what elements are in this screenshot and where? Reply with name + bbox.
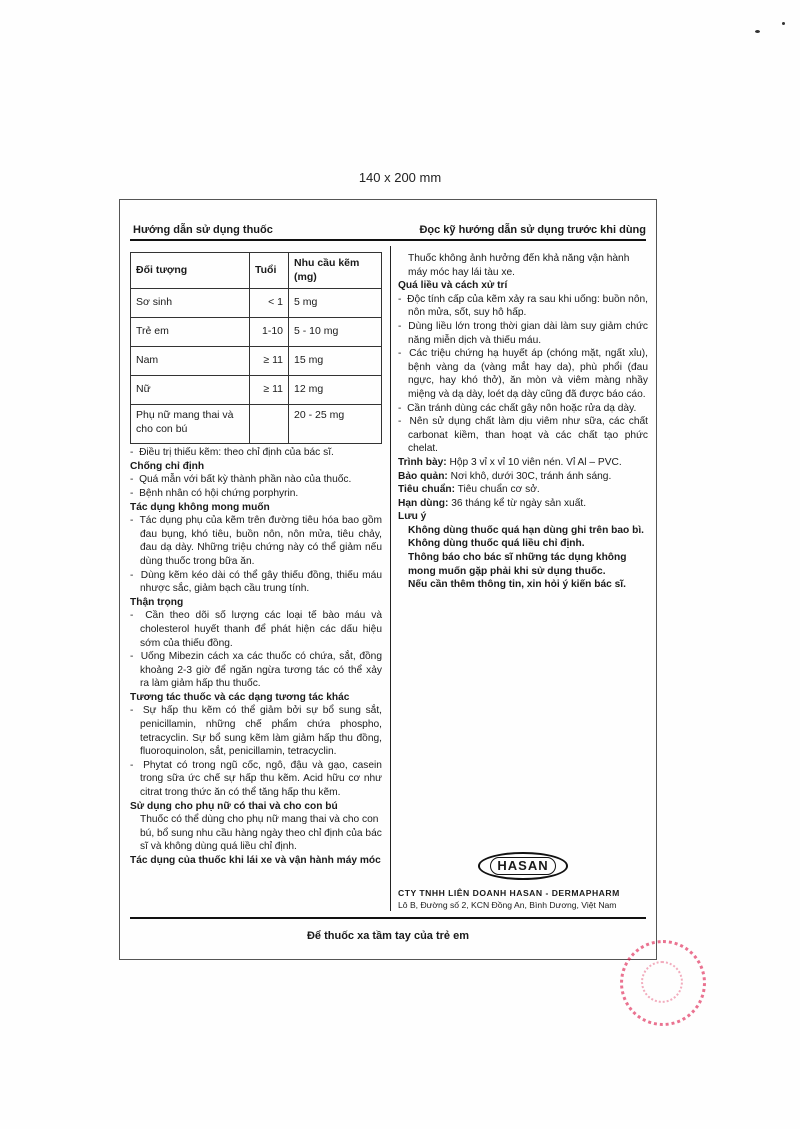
note-item: Nếu cần thêm thông tin, xin hỏi ý kiến bác sĩ. xyxy=(408,579,626,591)
packaging-label: Trình bày: xyxy=(398,456,447,468)
table-row xyxy=(131,405,382,444)
list-item: - Cần tránh dùng các chất gây nôn hoặc rửa dạ dày. xyxy=(398,402,648,416)
cell-dose: 5 - 10 mg xyxy=(289,318,382,347)
list-item: - Dùng kẽm kéo dài có thể gây thiếu đồng, thiếu máu nhược sắc, giảm bạch cầu trung tính. xyxy=(130,569,382,596)
col-header-zinc-need: Nhu cầu kẽm (mg) xyxy=(289,253,382,289)
list-item: - Các triệu chứng hạ huyết áp (chóng mặt, ngất xỉu), bệnh vàng da (vàng mắt hay da), phù phổi (đau ngực, hay khó thở), ăn mòn và viêm màng nhầy miệng và dạ dày, loét dạ dày cũng đã được báo cáo. xyxy=(398,347,648,401)
section-title-interactions: Tương tác thuốc và các dạng tương tác khác xyxy=(130,691,350,703)
list-item: - Uống Mibezin cách xa các thuốc có chứa, sắt, đồng khoảng 2-3 giờ để ngăn ngừa tương tác có thể xảy ra làm giảm hấp thu thuốc. xyxy=(130,650,382,691)
cell-subject: Nam xyxy=(131,347,250,376)
section-title-side-effects: Tác dụng không mong muốn xyxy=(130,501,270,513)
cell-age: ≥ 11 xyxy=(250,376,289,405)
table-row xyxy=(131,376,382,405)
read-instructions-note: Đọc kỹ hướng dẫn sử dụng trước khi dùng xyxy=(419,224,646,236)
leaflet-box xyxy=(119,199,657,960)
standard-value: Tiêu chuẩn cơ sở. xyxy=(457,484,540,496)
standard-line xyxy=(398,483,648,497)
cell-subject: Nữ xyxy=(131,376,250,405)
cell-dose: 20 - 25 mg xyxy=(289,405,382,444)
table-row xyxy=(131,318,382,347)
section-title-overdose: Quá liều và cách xử trí xyxy=(398,280,508,292)
table-note: - Điều trị thiếu kẽm: theo chỉ định của bác sĩ. xyxy=(130,446,382,460)
list-item: - Phytat có trong ngũ cốc, ngô, đậu và gạo, casein trong sữa ức chế sự hấp thu kẽm. Acid hữu cơ như citrat trong thức ăn có thể tăng hấp thu kẽm. xyxy=(130,759,382,800)
list-item: - Nên sử dụng chất làm dịu viêm như sữa, các chất carbonat kiềm, than hoạt và các chất tạo phức chelat. xyxy=(398,415,648,456)
company-name: CTY TNHH LIÊN DOANH HASAN - DERMAPHARM xyxy=(398,888,620,898)
storage-value: Nơi khô, dưới 30C, tránh ánh sáng. xyxy=(450,470,612,482)
section-title-contraindications: Chống chỉ định xyxy=(130,460,205,472)
expiry-label: Hạn dùng: xyxy=(398,497,449,509)
expiry-value: 36 tháng kể từ ngày sản xuất. xyxy=(451,497,587,509)
company-address: Lô B, Đường số 2, KCN Đồng An, Bình Dương, Việt Nam xyxy=(398,900,617,910)
packaging-value: Hộp 3 vỉ x vỉ 10 viên nén. Vỉ Al – PVC. xyxy=(449,456,622,468)
cell-age: < 1 xyxy=(250,289,289,318)
list-item: - Tác dụng phụ của kẽm trên đường tiêu hóa bao gồm đau bụng, khó tiêu, buồn nôn, nôn mửa, tiêu chảy, đau dạ dày. Những triệu chứng này có thể giảm nếu dùng thuốc trong bữa ăn. xyxy=(130,514,382,568)
red-stamp-icon xyxy=(620,940,706,1026)
pregnancy-text: Thuốc có thể dùng cho phụ nữ mang thai và cho con bú, bổ sung nhu cầu hàng ngày theo chỉ định của bác sĩ và không dùng quá liều chỉ định. xyxy=(140,814,382,853)
dose-table xyxy=(130,252,382,444)
scan-speck xyxy=(782,22,785,25)
cell-age: ≥ 11 xyxy=(250,347,289,376)
keep-away-from-children: Để thuốc xa tầm tay của trẻ em xyxy=(306,930,469,942)
cell-dose: 5 mg xyxy=(289,289,382,318)
list-item: - Độc tính cấp của kẽm xảy ra sau khi uống: buồn nôn, nôn mửa, sốt, suy hô hấp. xyxy=(398,293,648,320)
section-title-driving: Tác dụng của thuốc khi lái xe và vận hành máy móc xyxy=(130,855,381,866)
note-item: Không dùng thuốc quá liều chỉ định. xyxy=(408,538,585,550)
table-row xyxy=(131,289,382,318)
cell-dose: 12 mg xyxy=(289,376,382,405)
footer-rule xyxy=(130,917,646,919)
list-item: - Cần theo dõi số lượng các loại tế bào máu và cholesterol huyết thanh để phát hiện các dấu hiệu sớm của thiếu đồng. xyxy=(130,609,382,650)
driving-text: Thuốc không ảnh hưởng đến khả năng vận hành máy móc hay lái tàu xe. xyxy=(408,253,630,278)
cell-dose: 15 mg xyxy=(289,347,382,376)
header-rule xyxy=(130,239,646,241)
logo-oval-icon xyxy=(478,852,567,880)
list-item: - Quá mẫn với bất kỳ thành phần nào của thuốc. xyxy=(130,473,382,487)
storage-line xyxy=(398,470,648,484)
left-column xyxy=(130,252,382,868)
storage-label: Bảo quản: xyxy=(398,470,448,482)
cell-subject: Trẻ em xyxy=(131,318,250,347)
table-header-row xyxy=(131,253,382,289)
cell-subject: Phụ nữ mang thai và cho con bú xyxy=(131,405,250,444)
list-item: - Sự hấp thu kẽm có thể giảm bởi sự bổ sung sắt, penicillamin, những chế phẩm chứa phospho, tetracyclin. Sự bổ sung kẽm làm giảm hấp thu đồng, fluoroquinolon, sắt, penicillamin, tetracyclin. xyxy=(130,704,382,758)
note-item: Thông báo cho bác sĩ những tác dụng không mong muốn gặp phải khi sử dụng thuốc. xyxy=(408,552,627,577)
packaging-line xyxy=(398,456,648,470)
logo-text: HASAN xyxy=(490,857,555,875)
col-header-age: Tuổi xyxy=(250,253,289,289)
col-header-subject: Đối tượng xyxy=(131,253,250,289)
column-divider xyxy=(390,246,391,911)
note-item: Không dùng thuốc quá hạn dùng ghi trên bao bì. xyxy=(408,524,644,536)
section-title-precautions: Thận trọng xyxy=(130,596,184,608)
company-info xyxy=(398,887,653,911)
cell-age: 1-10 xyxy=(250,318,289,347)
section-title-notes: Lưu ý xyxy=(398,511,427,523)
hasan-logo xyxy=(398,852,648,880)
table-row xyxy=(131,347,382,376)
list-item: - Dùng liều lớn trong thời gian dài làm suy giảm chức năng miễn dịch và thiếu máu. xyxy=(398,320,648,347)
leaflet-title: Hướng dẫn sử dụng thuốc xyxy=(133,224,273,236)
size-label: 140 x 200 mm xyxy=(358,170,442,185)
standard-label: Tiêu chuẩn: xyxy=(398,484,455,496)
cell-age xyxy=(250,405,289,444)
section-title-pregnancy: Sử dụng cho phụ nữ có thai và cho con bú xyxy=(130,800,338,812)
scan-speck xyxy=(755,30,760,33)
cell-subject: Sơ sinh xyxy=(131,289,250,318)
expiry-line xyxy=(398,497,648,511)
list-item: - Bệnh nhân có hội chứng porphyrin. xyxy=(130,487,382,501)
right-column xyxy=(398,252,648,910)
